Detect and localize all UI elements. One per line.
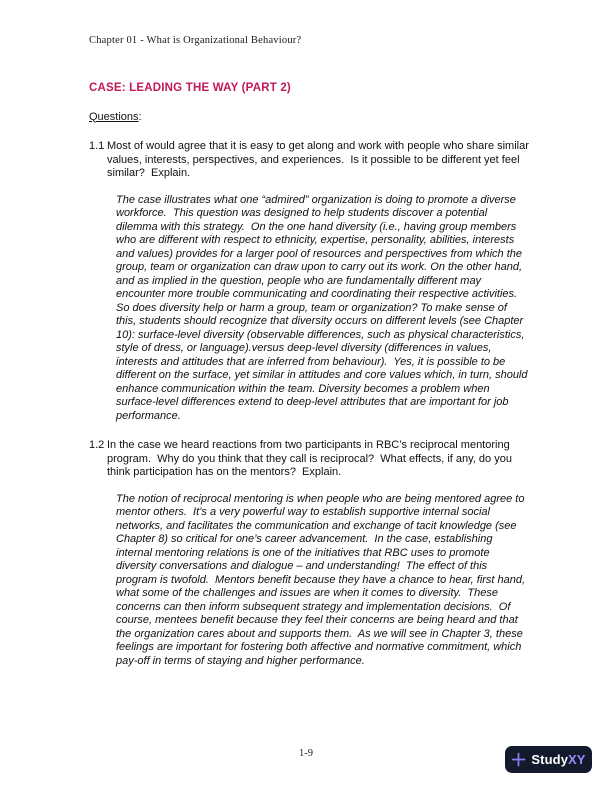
answer-text: The notion of reciprocal mentoring is when people who are being mentored agree to mentor others. It’s a very powerful way to establish supportive internal social networks, and facilitates the communication and exchange of tacit knowledge (see Chapter 8) so critical for one’s career advancement. In the case, establishing internal mentoring relations is one of the initiatives that RBC uses to promote diversity conversations and dialogue – and understanding! The effect of this program is twofold. Mentors benefit because they have a chance to hear, first hand, what some of the challenges and issues are when it comes to diversity. These concerns can then inform subsequent strategy and implementation decisions. Of course, mentees benefit because they feel their concerns are being heard and that the organization cares about and supports them. As we will see in Chapter 3, these feelings are important for fostering both affective and normative commitment, which pay-off in terms of staying and higher performance. <box>116 492 529 667</box>
chapter-header: Chapter 01 - What is Organizational Behaviour? <box>89 35 302 46</box>
questions-label-colon: : <box>138 110 142 123</box>
answer-text: The case illustrates what one “admired” organization is doing to promote a diverse workforce. This question was designed to help students discover a potential dilemma with this strategy. On the one hand diversity (i.e., having group members who are different with respect to ethnicity, expertise, personality, abilities, interests and values) provides for a larger pool of resources and perspectives from which the group, team or organization can draw upon to carry out its work. On the other hand, and as implied in the question, people who are fundamentally different may encounter more trouble communicating and coordinating their respective activities. So does diversity help or harm a group, team or organization? To make sense of this, students should recognize that diversity occurs on different levels (see Chapter 10): surface-level diversity (observable differences, such as physical characteristics, style of dress, or language).versus deep-level diversity (differences in values, interests and attitudes that are inferred from behaviour). Yes, it is possible to be different on the surface, yet similar in attitudes and core values which, in turn, should enhance communication within the team. Diversity becomes a problem when surface-level differences extend to deep-level attributes that are important for job performance. <box>116 193 531 422</box>
questions-label <box>89 111 529 125</box>
page-content <box>89 82 532 668</box>
question-item-1-1 <box>89 140 532 423</box>
studyxy-wordmark <box>531 752 585 767</box>
page-number: 1-9 <box>299 748 313 759</box>
studyxy-logo-badge[interactable] <box>505 746 592 773</box>
question-number: 1.1 <box>89 140 105 152</box>
question-row <box>89 439 529 480</box>
studyxy-word-study: Study <box>531 752 569 767</box>
question-item-1-2 <box>89 439 529 668</box>
plus-icon <box>511 752 526 767</box>
question-text: Most of would agree that it is easy to get along and work with people who share similar values, interests, perspectives, and experiences. Is it possible to be different yet feel similar? Explain. <box>107 140 532 179</box>
questions-label-text: Questions <box>89 110 139 123</box>
question-row <box>89 140 532 181</box>
question-number: 1.2 <box>89 439 105 451</box>
question-text: In the case we heard reactions from two participants in RBC’s reciprocal mentoring program. Why do you think that they call is reciprocal? What effects, if any, do you think participation has on the mentors? Explain. <box>107 439 516 478</box>
case-heading: CASE: LEADING THE WAY (PART 2) <box>89 82 291 94</box>
studyxy-word-xy: XY <box>568 752 586 767</box>
